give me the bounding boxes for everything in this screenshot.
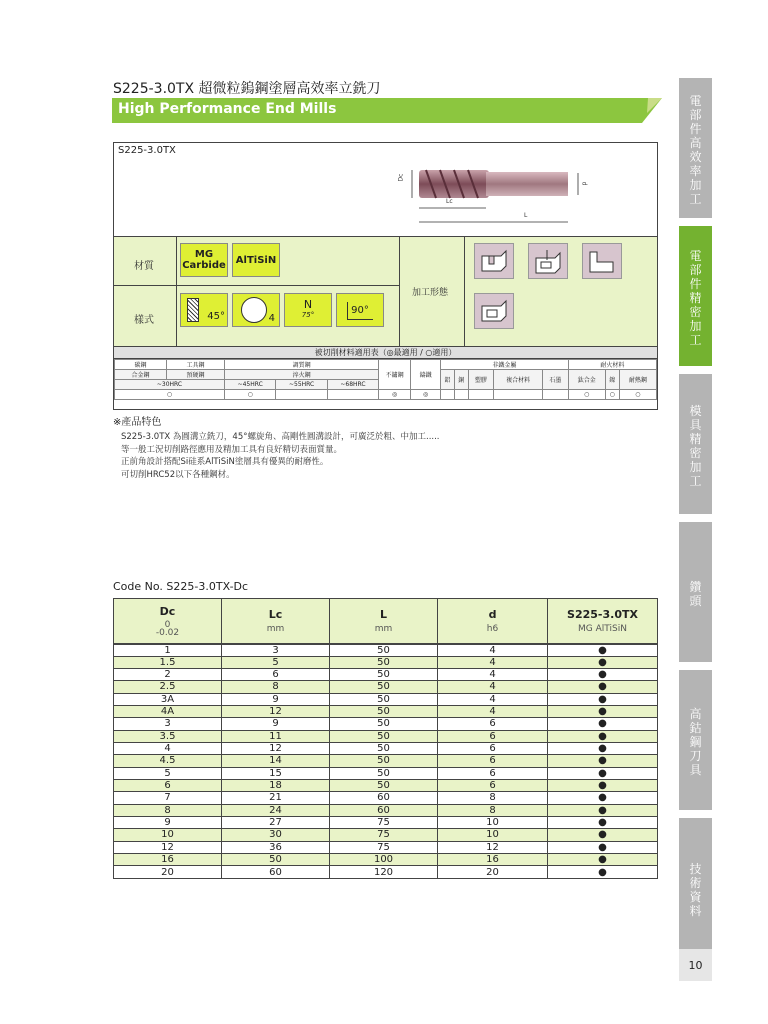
col-product-coating: MG AlTiSiN (578, 623, 627, 634)
shoulder-shape-icon (582, 243, 622, 279)
table-cell: ● (548, 705, 658, 717)
table-cell: 12 (114, 841, 222, 853)
table-cell: 9 (114, 816, 222, 828)
table-cell: 21 (222, 792, 330, 804)
table-row (114, 866, 658, 878)
table-cell: 9 (222, 693, 330, 705)
table-cell: 11 (222, 730, 330, 742)
helix-angle-value: 45° (207, 310, 225, 322)
table-row (114, 854, 658, 866)
helix-angle-chip (180, 293, 228, 327)
table-cell: 36 (222, 841, 330, 853)
material-group: 非鐵金屬 (441, 360, 568, 370)
table-cell: 6 (222, 668, 330, 680)
table-cell: 2.5 (114, 681, 222, 693)
material-sub: 鎳 (605, 370, 619, 390)
side-tab-label: 鑽頭 (689, 580, 702, 608)
table-cell: 8 (438, 804, 548, 816)
material-table (114, 359, 657, 400)
table-cell: 5 (114, 767, 222, 779)
page-number: 10 (679, 949, 712, 981)
table-cell: 30 (222, 829, 330, 841)
corner-angle-chip (336, 293, 384, 327)
table-cell: 4 (438, 705, 548, 717)
table-cell: 16 (438, 854, 548, 866)
table-row (114, 681, 658, 693)
table-cell: ● (548, 804, 658, 816)
material-group-row (115, 360, 657, 370)
col-dc-tolerance: 0 -0.02 (155, 619, 180, 638)
spec-box (113, 142, 658, 410)
rake-angle-value: 75° (301, 311, 315, 319)
col-dc (114, 599, 222, 644)
material-group: 不鏽鋼 (379, 360, 411, 390)
table-cell: 12 (222, 742, 330, 754)
material-sub: 銅 (454, 370, 468, 390)
table-cell: 4A (114, 705, 222, 717)
table-cell: 50 (330, 718, 438, 730)
material-label: 材質 (134, 261, 154, 272)
table-cell: 20 (114, 866, 222, 878)
table-cell: 4 (438, 644, 548, 657)
table-cell: 100 (330, 854, 438, 866)
table-cell: 6 (438, 730, 548, 742)
table-cell: ● (548, 656, 658, 668)
material-sub: 複合材料 (494, 370, 543, 390)
table-cell: 2 (114, 668, 222, 680)
material-mark (454, 390, 468, 400)
tool-drawing (114, 158, 657, 238)
code-number-title: Code No. S225-3.0TX-Dc (113, 580, 249, 593)
table-cell: 6 (438, 767, 548, 779)
features-title: ※產品特色 (113, 417, 162, 428)
material-mark (441, 390, 455, 400)
table-cell: 75 (330, 829, 438, 841)
table-cell: ● (548, 742, 658, 754)
table-cell: 1 (114, 644, 222, 657)
hardness: ~30HRC (115, 380, 225, 390)
table-cell: 16 (114, 854, 222, 866)
feature-line: 正前角設計搭配Si硅系AlTiSiN塗層具有優異的耐磨性。 (121, 457, 329, 467)
col-lc-name: Lc (268, 607, 283, 621)
table-cell: ● (548, 755, 658, 767)
table-cell: ● (548, 841, 658, 853)
table-header-row (114, 599, 658, 644)
material-mark: ◎ (379, 390, 411, 400)
table-cell: ● (548, 668, 658, 680)
table-cell: 4 (438, 668, 548, 680)
features-list (121, 431, 440, 481)
table-cell: 3 (114, 718, 222, 730)
material-mark: ○ (225, 390, 276, 400)
side-tab[interactable] (679, 78, 712, 218)
end-mill-illustration (114, 158, 657, 238)
page-subtitle: High Performance End Mills (118, 101, 337, 117)
side-tab-label: 高鈷鋼刀具 (689, 707, 702, 777)
d-label: d (580, 181, 588, 186)
col-l (330, 599, 438, 644)
table-cell: 5 (222, 656, 330, 668)
property-area (114, 236, 657, 346)
side-tab[interactable] (679, 374, 712, 514)
table-cell: ● (548, 681, 658, 693)
material-group: 工具鋼 (167, 360, 225, 370)
table-cell: 50 (330, 755, 438, 767)
table-cell: 8 (222, 681, 330, 693)
table-row (114, 668, 658, 680)
dc-label: Dc (397, 173, 405, 182)
rake-angle-chip (284, 293, 332, 327)
table-cell: 6 (438, 755, 548, 767)
corner-angle-icon (347, 302, 373, 320)
material-mark: ○ (568, 390, 605, 400)
feature-line: S225-3.0TX 為圓溝立銑刀，45°螺旋角、高剛性圓溝設計，可廣泛於粗、中加工..... (121, 432, 440, 442)
table-cell: 9 (222, 718, 330, 730)
table-cell: 6 (438, 779, 548, 791)
table-cell: 4 (438, 693, 548, 705)
table-cell: 6 (438, 742, 548, 754)
material-mark (543, 390, 569, 400)
rake-type-value: N (303, 298, 313, 311)
table-cell: 27 (222, 816, 330, 828)
table-cell: 50 (330, 767, 438, 779)
material-mark (327, 390, 378, 400)
table-cell: 24 (222, 804, 330, 816)
table-cell: 4 (438, 681, 548, 693)
col-d-name: d (488, 607, 497, 621)
material-mark (276, 390, 327, 400)
cavity-shape-icon (474, 293, 514, 329)
side-tab[interactable] (679, 226, 712, 366)
material-sub: 耐熱鋼 (619, 370, 656, 390)
table-row (114, 792, 658, 804)
table-cell: 20 (438, 866, 548, 878)
table-cell: 50 (330, 668, 438, 680)
side-tab[interactable] (679, 818, 712, 958)
table-cell: 50 (330, 681, 438, 693)
material-mark: ○ (605, 390, 619, 400)
material-chip-coating: AlTiSiN (232, 243, 280, 277)
table-row (114, 705, 658, 717)
table-cell: 50 (330, 656, 438, 668)
spec-code: S225-3.0TX (118, 145, 176, 156)
table-cell: 50 (330, 742, 438, 754)
table-cell: ● (548, 693, 658, 705)
material-group: 碳鋼 (115, 360, 167, 370)
material-sub: 合金鋼 (115, 370, 167, 380)
table-cell: 14 (222, 755, 330, 767)
material-sub: 鋁 (441, 370, 455, 390)
col-l-name: L (379, 607, 387, 621)
table-row (114, 816, 658, 828)
col-product-name: S225-3.0TX (567, 607, 638, 621)
table-cell: 4 (438, 656, 548, 668)
table-cell: 10 (114, 829, 222, 841)
table-cell: 18 (222, 779, 330, 791)
dimension-table (113, 598, 658, 879)
hardness: ~55HRC (276, 380, 327, 390)
table-cell: 60 (330, 804, 438, 816)
table-cell: ● (548, 779, 658, 791)
table-row (114, 718, 658, 730)
table-cell: ● (548, 730, 658, 742)
table-cell: ● (548, 718, 658, 730)
material-mark (468, 390, 494, 400)
material-mark: ◎ (411, 390, 441, 400)
material-table-header: 被切削材料適用表（◎最適用 / ○適用） (114, 346, 657, 359)
col-product (548, 599, 658, 644)
table-cell: 120 (330, 866, 438, 878)
table-cell: 12 (438, 841, 548, 853)
material-group: 耐火材料 (568, 360, 656, 370)
side-tab-label: 技術資料 (689, 862, 702, 918)
side-nav (679, 78, 712, 966)
table-row (114, 742, 658, 754)
table-cell: 50 (330, 730, 438, 742)
feature-line: 可切削HRC52以下各種鋼材。 (121, 469, 235, 480)
table-cell: 7 (114, 792, 222, 804)
side-tab-label: 電部件高效率加工 (689, 94, 702, 206)
table-cell: 4.5 (114, 755, 222, 767)
table-cell: 75 (330, 816, 438, 828)
corner-angle-value: 90° (351, 304, 369, 316)
table-cell: ● (548, 866, 658, 878)
material-mark: ○ (619, 390, 656, 400)
material-sub: 預硬鋼 (167, 370, 225, 380)
page-title: S225-3.0TX 超微粒鎢鋼塗層高效率立銑刀 (113, 81, 381, 97)
col-dc-name: Dc (159, 604, 176, 618)
feature-line: 等一般工況切削路徑應用及精加工具有良好精切表面質量。 (121, 444, 343, 455)
table-row (114, 779, 658, 791)
side-tab[interactable] (679, 522, 712, 662)
table-cell: 3 (222, 644, 330, 657)
table-cell: 10 (438, 829, 548, 841)
table-cell: 50 (330, 705, 438, 717)
table-row (114, 730, 658, 742)
material-group: 調質鋼 (225, 360, 379, 370)
table-cell: 60 (222, 866, 330, 878)
material-mark (494, 390, 543, 400)
col-lc-unit: mm (266, 623, 285, 634)
table-cell: 1.5 (114, 656, 222, 668)
table-cell: 50 (222, 854, 330, 866)
table-cell: 3A (114, 693, 222, 705)
table-row (114, 841, 658, 853)
side-tab-label: 模具精密加工 (689, 404, 702, 488)
table-cell: 6 (438, 718, 548, 730)
table-cell: 60 (330, 792, 438, 804)
col-lc (222, 599, 330, 644)
material-sub: 鈦合金 (568, 370, 605, 390)
col-d-unit: h6 (486, 623, 499, 634)
table-cell: ● (548, 644, 658, 657)
material-group: 鑄鐵 (411, 360, 441, 390)
material-mark: ○ (115, 390, 225, 400)
table-cell: 10 (438, 816, 548, 828)
title-banner (112, 98, 662, 123)
table-row (114, 755, 658, 767)
material-sub: 石墨 (543, 370, 569, 390)
side-tab[interactable] (679, 670, 712, 810)
material-sub: 淬火鋼 (225, 370, 379, 380)
flute-count-value: 4 (268, 312, 275, 324)
table-cell: ● (548, 816, 658, 828)
table-cell: ● (548, 767, 658, 779)
col-d (438, 599, 548, 644)
material-mark-row (115, 390, 657, 400)
table-row (114, 767, 658, 779)
flute-count-chip (232, 293, 280, 327)
table-cell: 6 (114, 779, 222, 791)
col-l-unit: mm (374, 623, 393, 634)
table-cell: 15 (222, 767, 330, 779)
table-cell: 75 (330, 841, 438, 853)
table-cell: 8 (114, 804, 222, 816)
slotting-shape-icon (474, 243, 514, 279)
lc-label: Lc (446, 198, 453, 205)
table-cell: ● (548, 854, 658, 866)
hardness: ~68HRC (327, 380, 378, 390)
table-cell: ● (548, 792, 658, 804)
pocketing-shape-icon (528, 243, 568, 279)
helix-angle-icon (187, 298, 199, 322)
table-cell: 50 (330, 779, 438, 791)
table-row (114, 804, 658, 816)
machining-label: 加工形態 (412, 288, 449, 298)
table-cell: 50 (330, 644, 438, 657)
side-tab-label: 電部件精密加工 (689, 249, 702, 347)
material-sub: 塑膠 (468, 370, 494, 390)
table-row (114, 829, 658, 841)
table-cell: 3.5 (114, 730, 222, 742)
table-cell: 50 (330, 693, 438, 705)
table-cell: 12 (222, 705, 330, 717)
style-label: 樣式 (134, 315, 154, 326)
l-label: L (524, 212, 528, 219)
hardness: ~45HRC (225, 380, 276, 390)
table-row (114, 656, 658, 668)
flute-section-icon (241, 297, 267, 323)
table-cell: 4 (114, 742, 222, 754)
table-row (114, 644, 658, 657)
table-row (114, 693, 658, 705)
material-chip-carbide: MG Carbide (180, 243, 228, 277)
table-cell: ● (548, 829, 658, 841)
table-cell: 8 (438, 792, 548, 804)
